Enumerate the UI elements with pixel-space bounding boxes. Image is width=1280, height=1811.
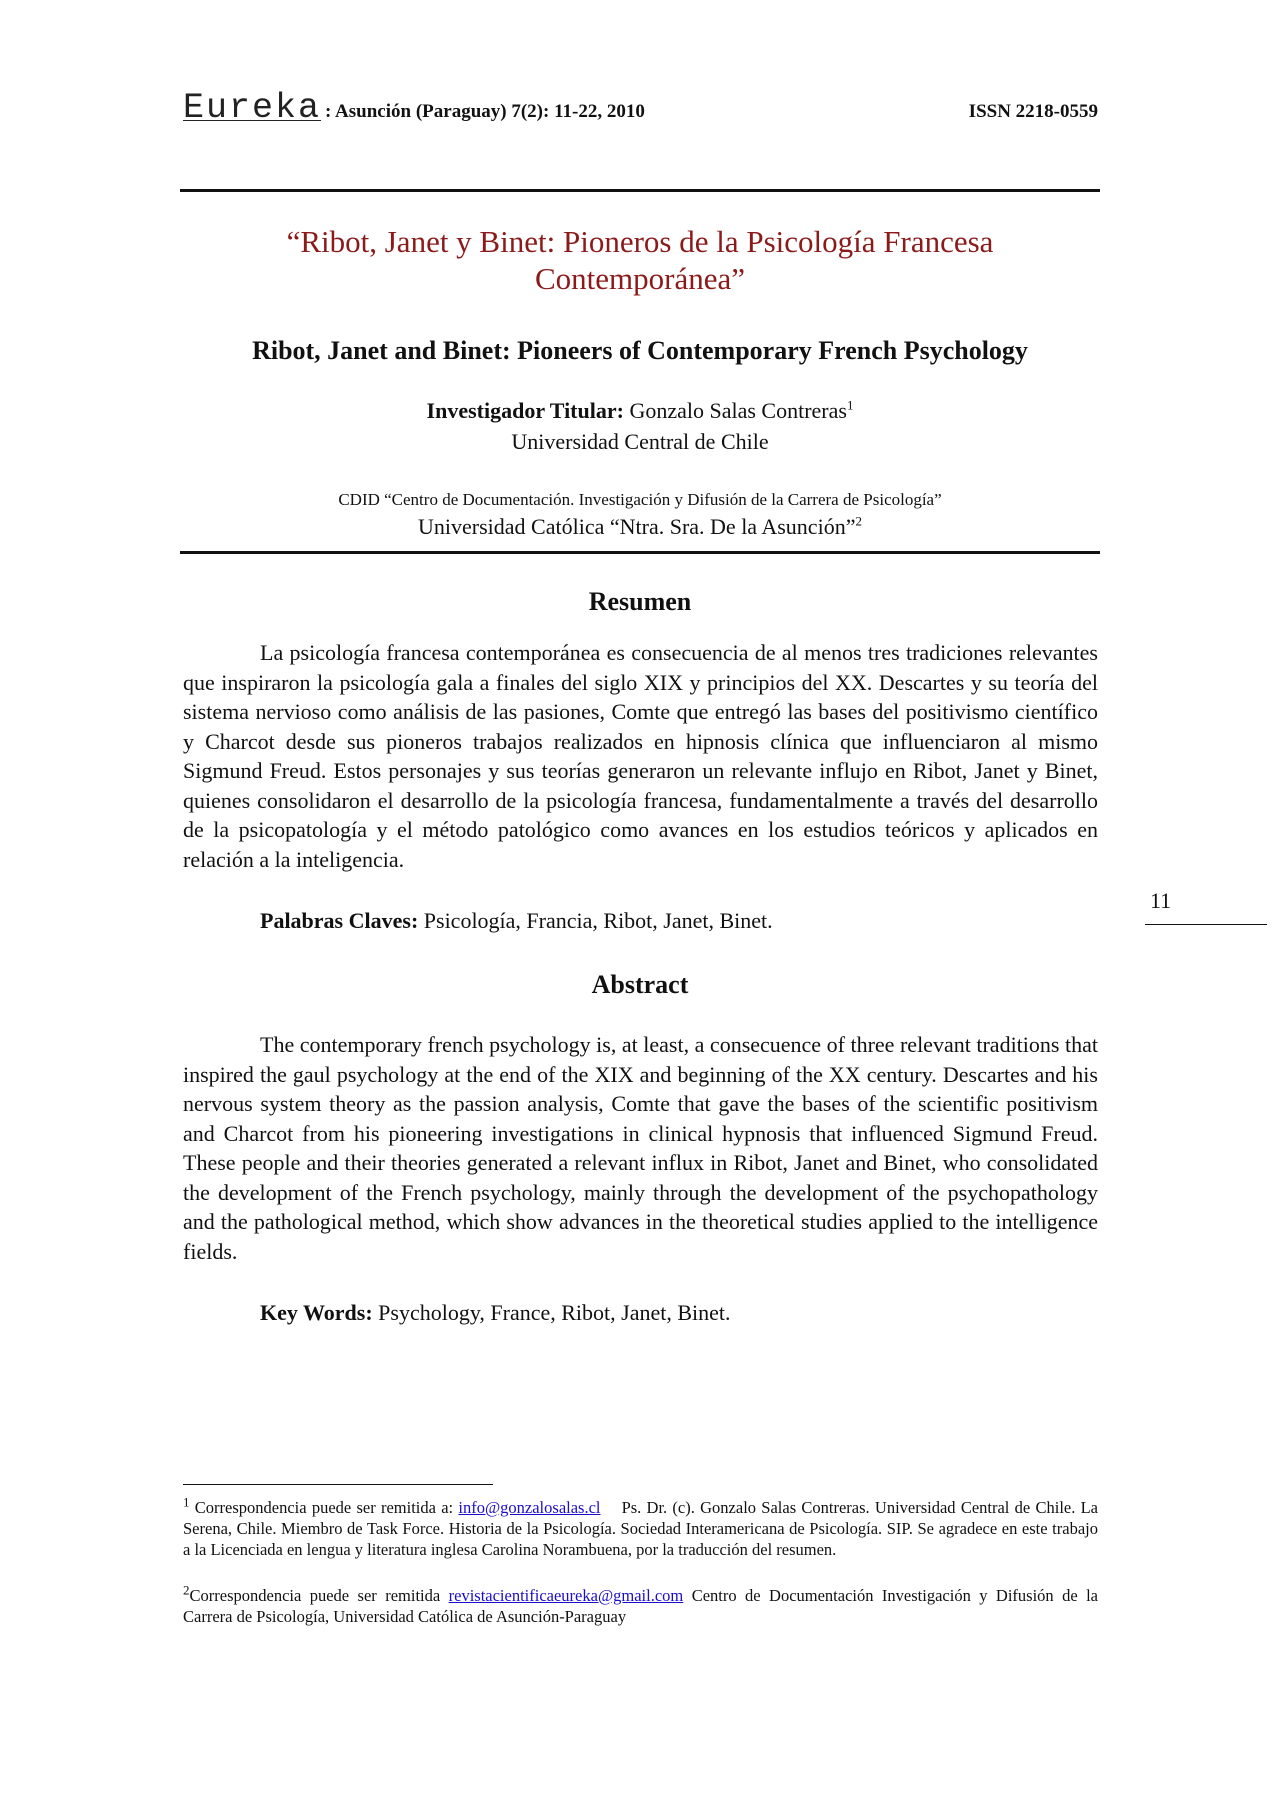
author-line [180,397,1100,425]
palabras-claves [260,908,773,934]
palabras-claves-values: Psicología, Francia, Ribot, Janet, Binet. [423,908,773,933]
footnote-1-prefix: Correspondencia puede ser remitida a: [194,1498,454,1517]
page-number-rule [1145,924,1267,925]
affiliation-2-footnote-mark: 2 [855,513,862,529]
footnote-1-email-link[interactable]: info@gonzalosalas.cl [458,1498,601,1517]
affiliation-2-text: Universidad Católica “Ntra. Sra. De la Asunción” [418,514,856,539]
title-spanish: “Ribot, Janet y Binet: Pioneros de la Psicología Francesa Contemporánea” [286,224,994,296]
issn-label: ISSN 2218-0559 [968,101,1098,122]
resumen-body: La psicología francesa contemporánea es consecuencia de al menos tres tradiciones relevantes que inspiraron la psicología gala a finales del siglo XIX y principios del XX. Descartes y su teoría del sistema nervioso como análisis de las pasiones, Comte que entregó las bases del positivismo científico y Charcot desde sus pioneros trabajos realizados en hipnosis clínica que influenciaron al mismo Sigmund Freud. Estos personajes y sus teorías generaron un relevante influjo en Ribot, Janet y Binet, quienes consolidaron el desarrollo de la psicología francesa, fundamentalmente a través del desarrollo de la psicopatología y el método patológico como avances en los estudios teóricos y aplicados en relación a la inteligencia. [183,640,1098,872]
key-words-label: Key Words: [260,1300,373,1325]
footnote-2-mark: 2 [183,1582,190,1598]
footnote-2-email-link[interactable]: revistacientificaeureka@gmail.com [448,1586,684,1605]
author-name: Gonzalo Salas Contreras [629,398,847,423]
footnote-1-text: Ps. Dr. (c). Gonzalo Salas Contreras. Universidad Central de Chile. La Serena, Chile. Miembro de Task Force. Historia de la Psicología. Sociedad Interamericana de Psicología. SIP. Se agradece en este trabajo a la Licenciada en lengua y literatura inglesa Carolina Norambuena, por la traducción del resumen. [183,1498,1099,1559]
title-block-divider [180,551,1100,554]
affiliation-2 [180,514,1100,540]
header-divider [180,189,1100,192]
footnote-2-prefix: Correspondencia puede ser remitida [189,1586,441,1605]
cdid-line: CDID “Centro de Documentación. Investigación y Difusión de la Carrera de Psicología” [338,490,942,509]
footnote-1-mark: 1 [183,1494,190,1510]
running-header [183,88,1098,128]
resumen-heading: Resumen [588,587,692,616]
key-words-values: Psychology, France, Ribot, Janet, Binet. [378,1300,731,1325]
footnote-2-text: Centro de Documentación Investigación y Difusión de la Carrera de Psicología, Universidad Católica de Asunción-Paraguay [183,1586,1098,1626]
footnote-2 [183,1582,1098,1627]
author-footnote-mark: 1 [846,397,854,413]
key-words [260,1300,731,1326]
footnote-divider [183,1484,493,1485]
journal-logo: Eureka [183,88,322,128]
footnote-1 [183,1494,1099,1560]
palabras-claves-label: Palabras Claves: [260,908,419,933]
abstract-heading: Abstract [591,970,689,999]
abstract-body: The contemporary french psychology is, at least, a consecuence of three relevant traditions that inspired the gaul psychology at the end of the XIX and beginning of the XX century. Descartes and his nervous system theory as the passion analysis, Comte that gave the bases of the scientific positivism and Charcot from his pioneering investigations in clinical hypnosis that influenced Sigmund Freud. These people and their theories generated a relevant influx in Ribot, Janet and Binet, who consolidated the development of the French psychology, mainly through the development of the psychopathology and the pathological method, which show advances in the theoretical studies applied to the intelligence fields. [183,1032,1098,1264]
journal-citation: : Asunción (Paraguay) 7(2): 11-22, 2010 [325,101,645,122]
title-english: Ribot, Janet and Binet: Pioneers of Contemporary French Psychology [252,336,1028,365]
page-number: 11 [1150,888,1172,913]
author-role-label: Investigador Titular: [426,398,624,423]
affiliation-1: Universidad Central de Chile [511,429,769,454]
